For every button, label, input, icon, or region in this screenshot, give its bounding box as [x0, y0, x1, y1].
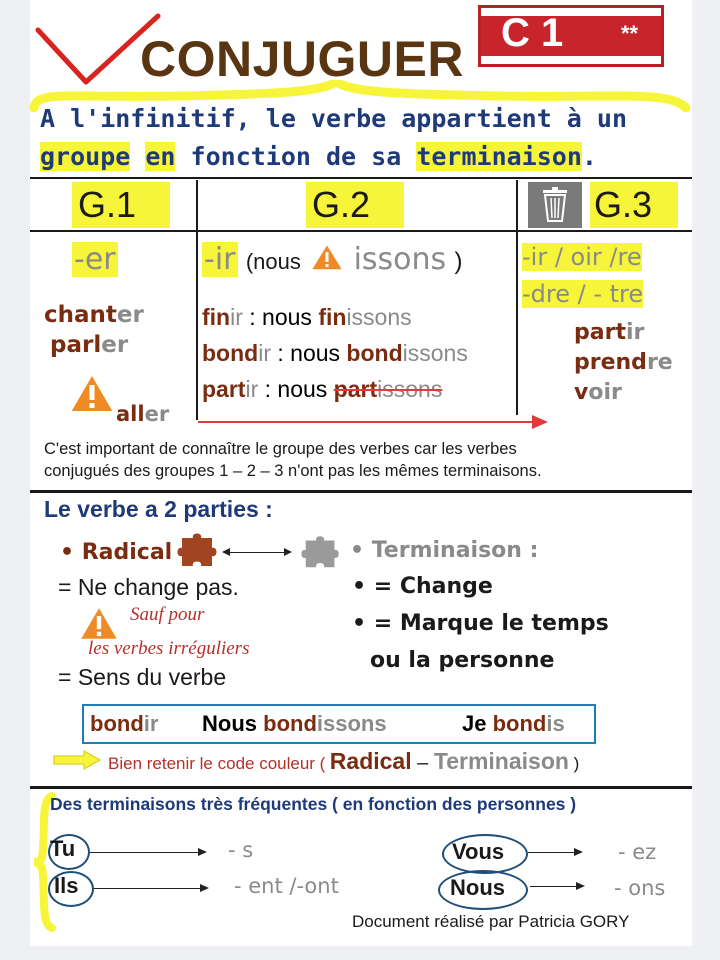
- frequent-heading: Des terminaisons très fréquentes ( en fonction des personnes ): [50, 794, 577, 814]
- terminaison-label: • Terminaison :: [350, 538, 539, 563]
- g3-endings-2: -dre / - tre: [522, 280, 644, 308]
- intro-line-2: groupe en fonction de sa terminaison.: [40, 142, 597, 171]
- pronoun-nous-label: Nous: [450, 875, 505, 900]
- warning-icon: [68, 372, 116, 414]
- g2-example-1: finir : nous finissons: [202, 304, 412, 330]
- radical-line-1: = Ne change pas.: [58, 574, 239, 600]
- g1-ending: -er: [74, 242, 116, 277]
- g3-endings-1: -ir / oir /re: [522, 243, 642, 271]
- arrow-right-icon: [52, 750, 102, 770]
- parts-heading: Le verbe a 2 parties :: [44, 496, 273, 522]
- g1-example-2: parler: [50, 332, 129, 358]
- pronoun-ils-label: Ils: [54, 873, 79, 898]
- arrow-right-icon: [530, 886, 578, 887]
- terminaison-line-2: • = Marque le temps: [352, 611, 609, 636]
- g2-label: G.2: [306, 182, 404, 228]
- g3-example-1: partir: [574, 320, 645, 345]
- radical-irreguliers: les verbes irréguliers: [88, 638, 250, 659]
- table-divider-2: [516, 180, 518, 415]
- table-header-line: [30, 230, 692, 232]
- pronoun-vous-label: Vous: [452, 839, 505, 864]
- terminaison-line-3: ou la personne: [370, 648, 555, 673]
- table-top-line: [30, 177, 692, 179]
- ending-vous: - ez: [618, 840, 657, 864]
- trash-icon: [528, 182, 582, 228]
- g3-label: G.3: [590, 182, 678, 228]
- intro-line-1: A l'infinitif, le verbe appartient à un: [40, 104, 627, 133]
- arrow-right-icon: [198, 415, 550, 429]
- section-divider-2: [30, 786, 692, 789]
- section-divider-1: [30, 490, 692, 493]
- g2-example-3: partir : nous partissons: [202, 376, 443, 402]
- footer-credit: Document réalisé par Patricia GORY: [352, 912, 630, 931]
- ending-tu: - s: [228, 838, 254, 862]
- level-badge: [478, 5, 664, 67]
- warning-icon: [78, 604, 120, 642]
- important-note-1: C'est important de connaître le groupe des verbes car les verbes: [44, 440, 517, 458]
- reminder-text: Bien retenir le code couleur ( Radical – Terminaison ): [108, 748, 580, 774]
- puzzle-icon: [300, 532, 344, 572]
- g2-ending-row: -ir (nous issons ): [204, 242, 463, 277]
- page-title: CONJUGUER: [140, 31, 464, 87]
- ending-ils: - ent /-ont: [234, 874, 339, 898]
- radical-line-2: = Sens du verbe: [58, 664, 227, 690]
- radical-label: • Radical: [60, 540, 173, 565]
- table-divider-1: [196, 180, 198, 420]
- g3-example-3: voir: [574, 380, 622, 405]
- puzzle-icon: [176, 530, 222, 570]
- g1-example-1: chanter: [44, 302, 144, 328]
- g2-example-2: bondir : nous bondissons: [202, 340, 468, 366]
- radical-sauf: Sauf pour: [130, 604, 205, 625]
- arrow-right-icon: [90, 852, 200, 853]
- badge-level: C 1: [501, 11, 564, 55]
- pronoun-tu-label: Tu: [50, 836, 76, 861]
- double-arrow: [222, 548, 292, 558]
- g3-example-2: prendre: [574, 350, 673, 375]
- warning-icon: [309, 242, 345, 272]
- example-box: bondir Nous bondissons Je bondis: [82, 704, 596, 744]
- terminaison-line-1: • = Change: [352, 574, 493, 599]
- arrow-right-icon: [94, 888, 202, 889]
- document-page: [30, 0, 692, 946]
- g1-label: G.1: [72, 182, 170, 228]
- badge-stars: **: [621, 21, 639, 46]
- arrow-right-icon: [528, 852, 576, 853]
- ending-nous: - ons: [614, 876, 666, 900]
- important-note-2: conjugués des groupes 1 – 2 – 3 n'ont pas les mêmes terminaisons.: [44, 462, 542, 480]
- g1-exception: aller: [116, 402, 170, 426]
